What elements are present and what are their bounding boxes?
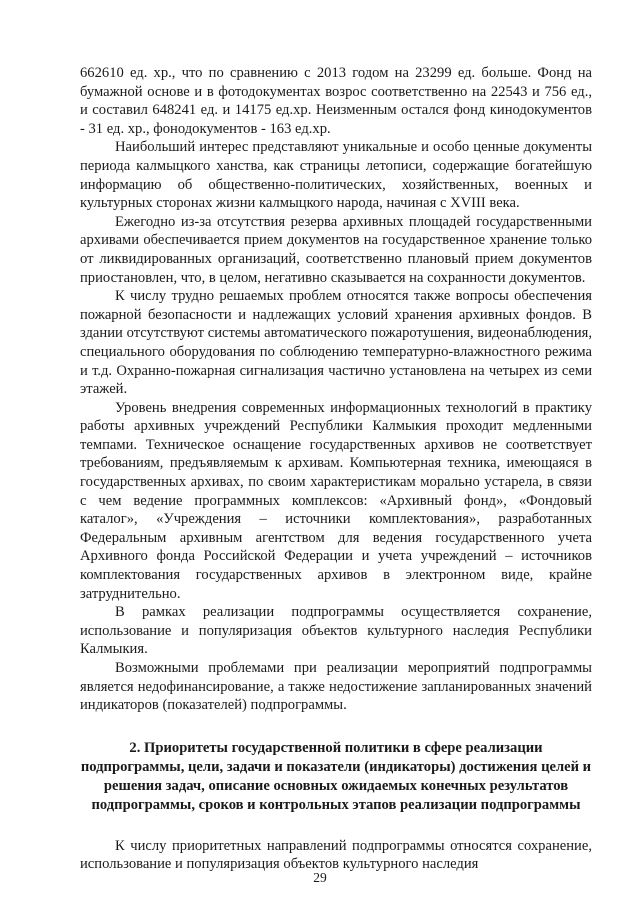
paragraph-storage-shortage: Ежегодно из-за отсутствия резерва архивных площадей государственными архивами обеспечивается прием документов на государственное хранение только от ликвидированных организаций, соответственно плановый прием документов приостановлен, что, в целом, негативно сказывается на сохранности документов. <box>80 213 592 286</box>
paragraph-fire-safety: К числу трудно решаемых проблем относятся также вопросы обеспечения пожарной безопасности и надлежащих условий хранения архивных фондов. В здании отсутствуют системы автоматического пожаротушения, видеонаблюдения, специального оборудования по соблюдению температурно-влажностного режима и т.д. Охранно-пожарная сигнализация частично установлена на четырех из семи этажей. <box>80 288 592 398</box>
paragraph-cultural-heritage: В рамках реализации подпрограммы осуществляется сохранение, использование и популяризация объектов культурного наследия Республики Калмыкия. <box>80 604 592 658</box>
page-content <box>80 64 592 874</box>
paragraph-priority-directions: К числу приоритетных направлений подпрограммы относятся сохранение, использование и популяризация объектов культурного наследия <box>80 837 592 873</box>
paragraph-unique-documents: Наибольший интерес представляют уникальные и особо ценные документы периода калмыцкого ханства, как страницы летописи, содержащие богатейшую информацию об общественно-политических, хозяйственных, военных и культурных сторонах жизни калмыцкого народа, начиная с XVIII века. <box>80 139 592 212</box>
page-number: 29 <box>313 870 327 885</box>
section-heading: 2. Приоритеты государственной политики в сфере реализации подпрограммы, цели, задачи и показатели (индикаторы) достижения целей и решения задач, описание основных ожидаемых конечных результатов подпрограммы, сроков и контрольных этапов реализации подпрограммы <box>80 739 592 813</box>
paragraph-archive-holdings: 662610 ед. хр., что по сравнению с 2013 годом на 23299 ед. больше. Фонд на бумажной основе и в фотодокументах возрос соответственно на 22543 и 756 ед., и составил 648241 ед. и 14175 ед.хр. Неизменным остался фонд кинодокументов - 31 ед. хр., фонодокументов - 163 ед.хр. <box>80 65 592 137</box>
paragraph-information-technology: Уровень внедрения современных информационных технологий в практику работы архивных учреждений Республики Калмыкия проходит медленными темпами. Техническое оснащение государственных архивов не соответствует требованиям, предъявляемым к архивам. Компьютерная техника, имеющаяся в государственных архивах, по своим характеристикам морально устарела, в связи с чем ведение программных комплексов: «Архивный фонд», «Фондовый каталог», «Учреждения – источники комплектования», разработанных Федеральным архивным агентством для ведения государственного учета Архивного фонда Российской Федерации и учета учреждений – источников комплектования государственных архивов в электронном виде, крайне затруднительно. <box>80 399 592 602</box>
paragraph-implementation-problems: Возможными проблемами при реализации мероприятий подпрограммы является недофинансирование, а также недостижение запланированных значений индикаторов (показателей) подпрограммы. <box>80 660 592 714</box>
